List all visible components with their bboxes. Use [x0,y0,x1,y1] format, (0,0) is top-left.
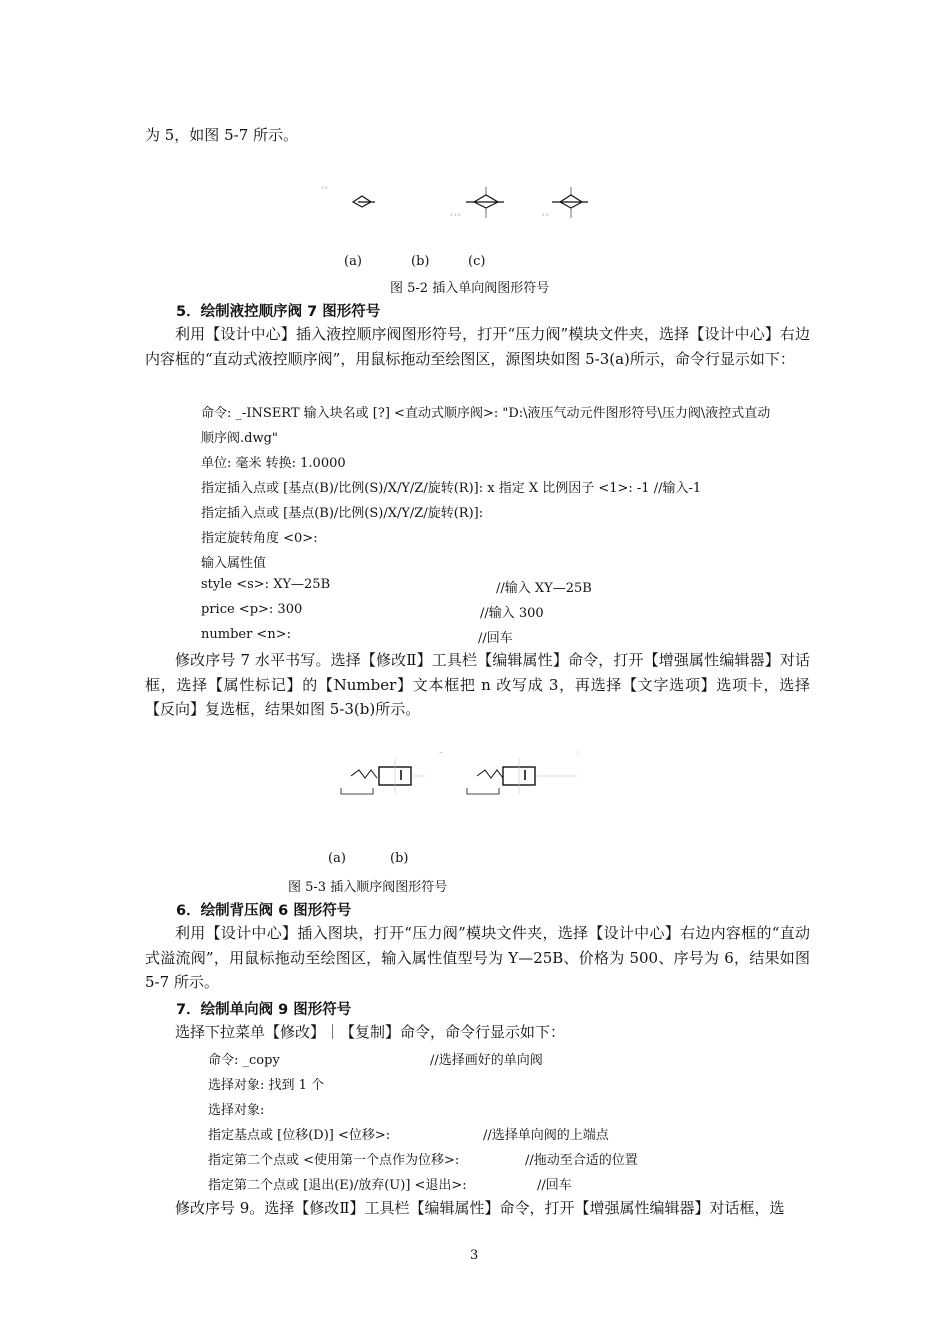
intro-text: 为 5，如图 5-7 所示。 [145,126,299,144]
figure-5-2-label-a: (a) [344,254,362,269]
figure-5-2-label-b: (b) [411,254,430,269]
figure-5-3-sequence-valve-symbols [335,748,590,803]
svg-text:~: ~ [439,750,444,756]
command-line: 指定插入点或 [基点(B)/比例(S)/X/Y/Z/旋转(R)]: x 指定 X 比例因子 <1>: -1 //输入-1 [201,481,702,496]
figure-5-3-label-a: (a) [328,851,346,866]
command-comment: //选择画好的单向阀 [430,1053,543,1068]
svg-text:1-3-5: 1-3-5 [450,212,461,217]
section-5-heading: 5．绘制液控顺序阀 7 图形符号 [176,304,381,320]
svg-text:1-5: 1-5 [542,212,549,217]
sequence-valve-symbol-b [467,758,577,794]
command-comment: //回车 [537,1178,572,1193]
figure-5-2-caption: 图 5-2 插入单向阀图形符号 [390,281,550,296]
command-line: 顺序阀.dwg" [201,431,278,446]
check-valve-symbol-b [466,187,504,218]
command-line: price <p>: 300 [201,602,303,617]
command-comment: //选择单向阀的上端点 [483,1128,609,1143]
command-line: 指定基点或 [位移(D)] <位移>: [208,1128,391,1143]
command-line: 输入属性值 [201,556,267,571]
command-line: 选择对象: [208,1103,265,1118]
command-line: 选择对象: 找到 1 个 [208,1078,325,1093]
command-comment: //拖动至合适的位置 [525,1153,638,1168]
svg-text:/: / [577,750,579,756]
check-valve-symbol-a [353,196,375,207]
section-7-paragraph-2: 修改序号 9。选择【修改Ⅱ】工具栏【编辑属性】命令，打开【增强属性编辑器】对话框，选 [175,1199,785,1217]
sequence-valve-symbol-a [341,758,425,794]
command-line: 指定第二个点或 [退出(E)/放弃(U)] <退出>: [208,1178,467,1193]
figure-5-3-label-b: (b) [390,851,409,866]
command-line: number <n>: [201,627,291,642]
figure-5-3-caption: 图 5-3 插入顺序阀图形符号 [288,880,448,895]
command-comment: //输入 XY—25B [496,581,592,596]
command-line: style <s>: XY—25B [201,577,331,592]
command-line: 命令: _-INSERT 输入块名或 [?] <直动式顺序阀>: "D:\液压气动元件图形符号\压力阀\液控式直动 [201,406,771,421]
figure-5-2-check-valve-symbols [320,180,590,225]
section-6-paragraph: 利用【设计中心】插入图块，打开“压力阀”模块文件夹，选择【设计中心】右边内容框的“直动式溢流阀”，用鼠标拖动至绘图区，输入属性值型号为 Y—25B、价格为 500、序号为 6，结果如图 5-7 所示。 [145,924,810,991]
section-7-paragraph: 选择下拉菜单【修改】｜【复制】命令，命令行显示如下： [175,1023,566,1041]
check-valve-symbol-c [552,187,588,218]
page-number: 3 [470,1248,479,1263]
command-line: 指定插入点或 [基点(B)/比例(S)/X/Y/Z/旋转(R)]: [201,506,484,521]
command-line: 指定第二个点或 <使用第一个点作为位移>: [208,1153,460,1168]
section-5-paragraph-2: 修改序号 7 水平书写。选择【修改Ⅱ】工具栏【编辑属性】命令，打开【增强属性编辑器】对话框，选择【属性标记】的【Number】文本框把 n 改写成 3，再选择【文字选项】选项卡，选择【反向】复选框，结果如图 5-3(b)所示。 [145,651,810,718]
section-5-paragraph: 利用【设计中心】插入液控顺序阀图形符号，打开“压力阀”模块文件夹，选择【设计中心】右边内容框的“直动式液控顺序阀”，用鼠标拖动至绘图区，源图块如图 5-3(a)所示，命令行显示如下： [145,325,810,368]
figure-5-2-label-c: (c) [468,254,486,269]
command-line: 单位: 毫米 转换: 1.0000 [201,456,346,471]
svg-text:1:3: 1:3 [321,185,328,190]
section-6-heading: 6．绘制背压阀 6 图形符号 [176,903,352,919]
command-line: 命令: _copy [208,1053,280,1068]
command-comment: //回车 [478,631,513,646]
command-comment: //输入 300 [480,606,544,621]
section-7-heading: 7．绘制单向阀 9 图形符号 [176,1002,352,1018]
command-line: 指定旋转角度 <0>: [201,531,318,546]
